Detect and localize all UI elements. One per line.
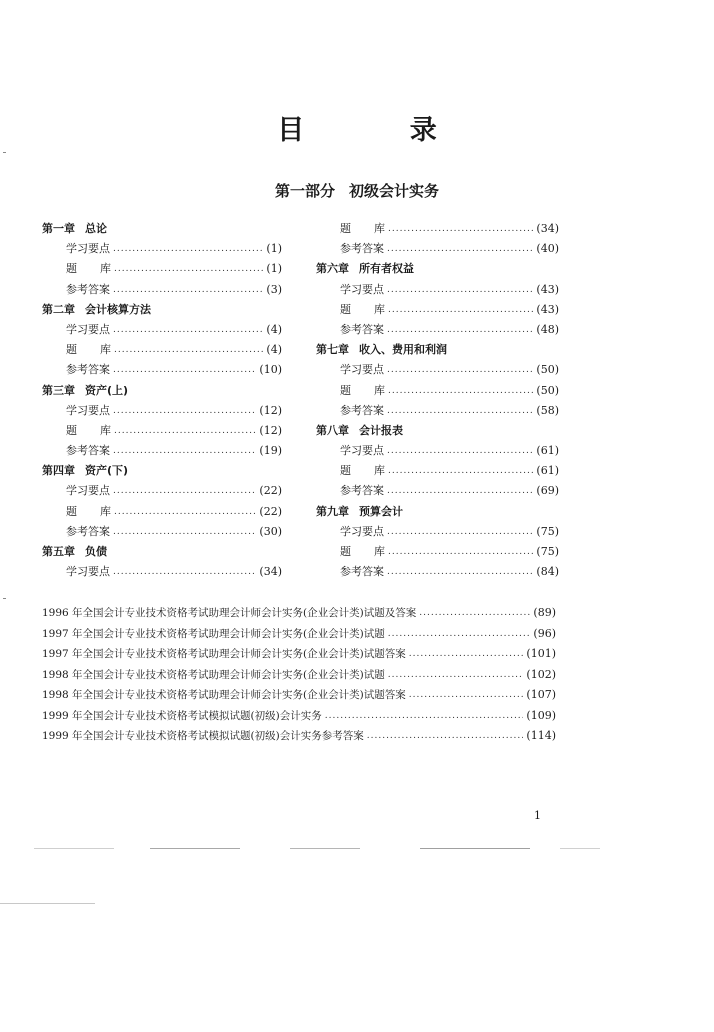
- toc-entry: [316, 481, 559, 501]
- dot-leader: [113, 360, 256, 380]
- chapter-title: 所有者权益: [359, 262, 414, 276]
- toc-entry: [316, 381, 559, 401]
- entry-label-char: 库: [374, 302, 385, 316]
- entry-label-char: 库: [100, 423, 111, 437]
- chapter-heading: [316, 259, 559, 279]
- entry-label: 参考答案: [66, 282, 110, 296]
- entry-label: [340, 381, 385, 401]
- entry-label: 参考答案: [340, 403, 384, 417]
- entry-label: 参考答案: [66, 363, 110, 377]
- entry-label: 参考答案: [66, 524, 110, 538]
- entry-label: 学习要点: [66, 565, 110, 579]
- entry-label-char: 题: [340, 222, 351, 235]
- dot-leader: [409, 644, 524, 665]
- entry-label-char: 题: [340, 383, 351, 397]
- dot-leader: [113, 481, 256, 501]
- chapter-heading: [42, 542, 282, 562]
- dot-leader: [387, 441, 533, 461]
- dot-leader: [113, 562, 256, 582]
- toc-entry: [316, 320, 559, 340]
- toc-entry: [42, 562, 282, 582]
- dot-leader: [325, 706, 524, 727]
- dot-leader: [388, 542, 533, 562]
- toc-entry: [316, 522, 559, 542]
- dot-leader: [388, 381, 533, 401]
- toc-entry: [42, 481, 282, 501]
- entry-label-char: 题: [340, 545, 351, 558]
- dot-leader: [113, 280, 263, 300]
- dot-leader: [367, 726, 524, 747]
- page-ref: (19): [259, 444, 282, 458]
- page-ref: (109): [526, 708, 556, 722]
- page-ref: (12): [259, 423, 282, 437]
- chapter-title: 会计核算方法: [85, 302, 151, 316]
- entry-label: 学习要点: [340, 444, 384, 458]
- dot-leader: [387, 239, 533, 259]
- entry-label: 学习要点: [340, 363, 384, 377]
- entry-label-char: 题: [66, 504, 77, 518]
- scan-rule: [0, 903, 95, 904]
- appendix-list: [42, 603, 556, 747]
- dot-leader: [113, 320, 263, 340]
- page-ref: (10): [259, 363, 282, 377]
- entry-label-char: 库: [374, 222, 385, 235]
- entry-label-char: 库: [374, 464, 385, 478]
- toc-entry: [316, 401, 559, 421]
- page-ref: (50): [536, 383, 559, 397]
- page-ref: (96): [533, 626, 556, 640]
- entry-label-char: 库: [374, 545, 385, 558]
- toc-entry: [316, 562, 559, 582]
- chapter-title: 会计报表: [359, 423, 403, 437]
- toc-entry: [316, 441, 559, 461]
- page-ref: (48): [536, 322, 559, 336]
- page-ref: (22): [259, 504, 282, 518]
- page-ref: (43): [536, 302, 559, 316]
- entry-label: 学习要点: [66, 322, 110, 336]
- appendix-entry: [42, 726, 556, 747]
- toc-entry: [316, 239, 559, 259]
- entry-label: [66, 421, 111, 441]
- appendix-label: 1999 年全国会计专业技术资格考试模拟试题(初级)会计实务参考答案: [42, 730, 364, 742]
- scan-rule: [34, 848, 114, 849]
- dot-leader: [388, 219, 533, 239]
- appendix-entry: [42, 685, 556, 706]
- chapter-number: 第二章: [42, 302, 75, 316]
- chapter-title: 负债: [85, 545, 107, 558]
- page-ref: (43): [536, 282, 559, 296]
- page-ref: (4): [266, 343, 282, 357]
- chapter-number: 第一章: [42, 222, 75, 235]
- page-ref: (75): [536, 524, 559, 538]
- appendix-label: 1997 年全国会计专业技术资格考试助理会计师会计实务(企业会计类)试题答案: [42, 648, 406, 660]
- entry-label: [66, 259, 111, 279]
- entry-label: 参考答案: [340, 322, 384, 336]
- dot-leader: [387, 360, 533, 380]
- page-ref: (1): [266, 242, 282, 256]
- entry-label: [340, 542, 385, 562]
- chapter-heading: [316, 340, 559, 360]
- dot-leader: [387, 320, 533, 340]
- entry-label-char: 题: [66, 423, 77, 437]
- toc-left-column: [42, 219, 282, 582]
- chapter-number: 第六章: [316, 262, 349, 276]
- dot-leader: [113, 441, 256, 461]
- page-ref: (58): [536, 403, 559, 417]
- toc-entry: [42, 360, 282, 380]
- page-ref: (4): [266, 322, 282, 336]
- dot-leader: [113, 401, 256, 421]
- toc-entry: [42, 401, 282, 421]
- chapter-number: 第七章: [316, 343, 349, 357]
- toc-entry: [42, 340, 282, 360]
- chapter-heading: [42, 219, 282, 239]
- dot-leader: [114, 421, 256, 441]
- entry-label-char: 题: [66, 262, 77, 276]
- dot-leader: [114, 340, 263, 360]
- part-heading: [0, 180, 714, 201]
- dot-leader: [388, 300, 533, 320]
- appendix-label: 1998 年全国会计专业技术资格考试助理会计师会计实务(企业会计类)试题答案: [42, 689, 406, 701]
- entry-label: [340, 461, 385, 481]
- entry-label: 参考答案: [340, 484, 384, 498]
- page-ref: (1): [266, 262, 282, 276]
- page-ref: (102): [526, 667, 556, 681]
- dot-leader: [113, 522, 256, 542]
- page-ref: (107): [526, 688, 556, 701]
- appendix-label: 1998 年全国会计专业技术资格考试助理会计师会计实务(企业会计类)试题: [42, 668, 385, 681]
- appendix-entry: [42, 706, 556, 727]
- chapter-title: 资产(上): [85, 383, 129, 397]
- toc-entry: [316, 360, 559, 380]
- page-ref: (40): [536, 242, 559, 256]
- dot-leader: [387, 562, 533, 582]
- page-ref: (34): [536, 222, 559, 235]
- entry-label-char: 库: [100, 504, 111, 518]
- toc-entry: [42, 320, 282, 340]
- page-ref: (75): [536, 545, 559, 558]
- toc-entry: [316, 219, 559, 239]
- page-ref: (84): [536, 565, 559, 579]
- appendix-label: 1999 年全国会计专业技术资格考试模拟试题(初级)会计实务: [42, 709, 322, 722]
- chapter-number: 第五章: [42, 545, 75, 558]
- page-ref: (30): [259, 524, 282, 538]
- chapter-number: 第八章: [316, 423, 349, 437]
- page-ref: (69): [536, 484, 559, 498]
- chapter-heading: [316, 502, 559, 522]
- scan-rule: [560, 848, 600, 849]
- dot-leader: [387, 401, 533, 421]
- entry-label-char: 题: [340, 464, 351, 478]
- dot-leader: [409, 685, 524, 706]
- entry-label: 学习要点: [340, 524, 384, 538]
- toc-entry: [42, 259, 282, 279]
- entry-label: [340, 300, 385, 320]
- entry-label: 参考答案: [340, 565, 384, 579]
- appendix-label: 1997 年全国会计专业技术资格考试助理会计师会计实务(企业会计类)试题: [42, 627, 385, 640]
- page-ref: (34): [259, 565, 282, 579]
- part-name: 初级会计实务: [349, 182, 440, 200]
- dot-leader: [114, 502, 256, 522]
- toc-entry: [316, 300, 559, 320]
- page-title: 目 录: [277, 115, 485, 146]
- dot-leader: [419, 603, 530, 624]
- entry-label-char: 库: [374, 383, 385, 397]
- dot-leader: [114, 259, 263, 279]
- toc-entry: [316, 461, 559, 481]
- toc-entry: [316, 280, 559, 300]
- entry-label-char: 库: [100, 262, 111, 276]
- page-ref: (101): [526, 647, 556, 660]
- dot-leader: [388, 665, 524, 686]
- dot-leader: [387, 481, 533, 501]
- entry-label: 学习要点: [66, 403, 110, 417]
- chapter-heading: [42, 461, 282, 481]
- toc-entry: [42, 421, 282, 441]
- page-ref: (89): [533, 606, 556, 619]
- chapter-title: 资产(下): [85, 464, 129, 478]
- appendix-entry: [42, 603, 556, 624]
- dot-leader: [388, 461, 533, 481]
- dot-leader: [387, 522, 533, 542]
- scan-mark: [3, 152, 6, 153]
- scan-rule: [150, 848, 240, 849]
- dot-leader: [113, 239, 263, 259]
- chapter-heading: [316, 421, 559, 441]
- entry-label: 学习要点: [66, 242, 110, 256]
- page-ref: (50): [536, 363, 559, 377]
- toc-right-column: [316, 219, 559, 582]
- chapter-number: 第四章: [42, 464, 75, 478]
- page-ref: (22): [259, 484, 282, 498]
- dot-leader: [387, 280, 533, 300]
- appendix-entry: [42, 624, 556, 645]
- page-ref: (3): [266, 282, 282, 296]
- dot-leader: [388, 624, 531, 645]
- toc-entry: [42, 239, 282, 259]
- chapter-title: 总论: [85, 222, 107, 235]
- scan-rule: [420, 848, 530, 849]
- toc-entry: [316, 542, 559, 562]
- chapter-title: 收入、费用和利润: [359, 343, 447, 357]
- toc-entry: [42, 522, 282, 542]
- toc-entry: [42, 280, 282, 300]
- page-number: 1: [534, 809, 541, 822]
- scan-mark: [3, 598, 6, 599]
- entry-label: [66, 340, 111, 360]
- part-label: 第一部分: [274, 182, 335, 200]
- toc-entry: [42, 441, 282, 461]
- entry-label: 参考答案: [340, 242, 384, 256]
- entry-label-char: 题: [340, 302, 351, 316]
- entry-label: [66, 502, 111, 522]
- page-ref: (12): [259, 403, 282, 417]
- chapter-heading: [42, 381, 282, 401]
- appendix-entry: [42, 644, 556, 665]
- chapter-number: 第三章: [42, 383, 75, 397]
- entry-label-char: 题: [66, 343, 77, 357]
- page-ref: (61): [536, 444, 559, 458]
- page-ref: (114): [526, 729, 556, 742]
- entry-label: 学习要点: [66, 484, 110, 498]
- entry-label: 参考答案: [66, 444, 110, 458]
- chapter-heading: [42, 300, 282, 320]
- appendix-entry: [42, 665, 556, 686]
- entry-label: 学习要点: [340, 282, 384, 296]
- chapter-number: 第九章: [316, 504, 349, 518]
- page-ref: (61): [536, 464, 559, 478]
- entry-label-char: 库: [100, 343, 111, 357]
- chapter-title: 预算会计: [359, 504, 403, 518]
- toc-entry: [42, 502, 282, 522]
- appendix-label: 1996 年全国会计专业技术资格考试助理会计师会计实务(企业会计类)试题及答案: [42, 607, 417, 619]
- entry-label: [340, 219, 385, 239]
- scan-rule: [290, 848, 360, 849]
